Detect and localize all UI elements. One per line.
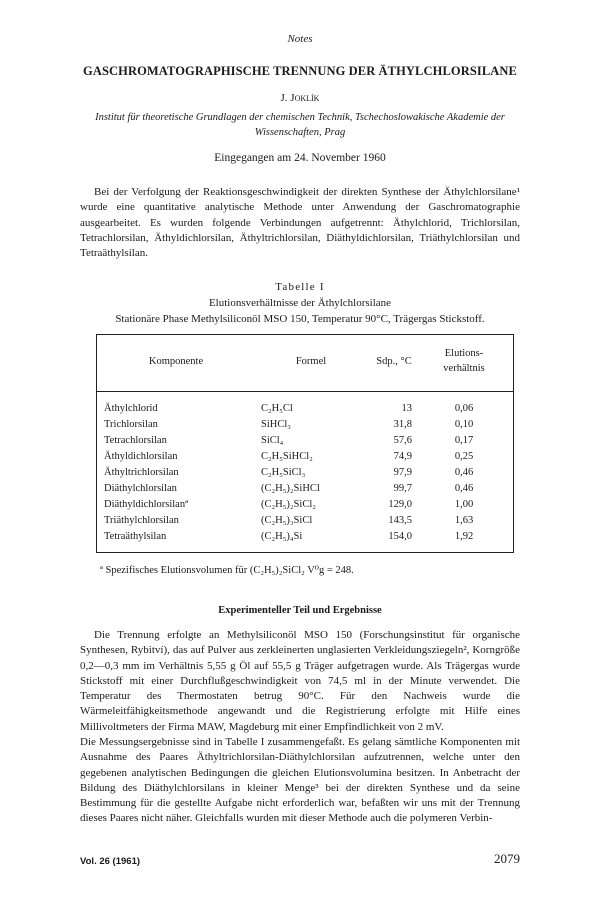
table-row [96,499,514,514]
section-heading: Experimenteller Teil und Ergebnisse [218,605,382,616]
header-ratio-line2: verhältnis [443,363,485,374]
cell-bp: 143,5 [388,515,412,526]
author [0,92,600,104]
cell-bp: 31,8 [393,419,412,430]
table-subtitle: Stationäre Phase Methylsiliconöl MSO 150, Temperatur 90°C, Trägergas Stickstoff. [115,313,485,325]
cell-bp: 154,0 [388,531,412,542]
table-label: Tabelle I [275,281,325,293]
cell-bp: 97,9 [393,467,412,478]
article-title: GASCHROMATOGRAPHISCHE TRENNUNG DER ÄTHYLCHLORSILANE [83,64,517,78]
header-bp: Sdp., °C [376,356,412,367]
cell-component: Diäthylchlorsilan [104,483,177,494]
table-row [96,435,514,450]
cell-bp: 57,6 [393,435,412,446]
cell-bp: 99,7 [393,483,412,494]
cell-component: Trichlorsilan [104,419,158,430]
running-header: Notes [287,33,313,45]
table-row [96,483,514,498]
page-number: 2079 [494,851,520,866]
table-row [96,451,514,466]
data-table [96,334,514,553]
cell-component: Diäthyldichlorsilanª [104,499,188,510]
table-row [96,515,514,530]
table-row [96,531,514,546]
cell-ratio: 1,92 [454,531,474,542]
cell-ratio: 0,46 [454,483,474,494]
cell-component: Triäthylchlorsilan [104,515,179,526]
table-row [96,467,514,482]
cell-component: Tetraäthylsilan [104,531,167,542]
author-name: J. Joklík [280,92,320,104]
cell-formula: C₂H₅Cl [261,403,293,414]
cell-formula: (C₂H₅)₄Si [261,531,303,542]
cell-ratio: 0,25 [454,451,474,462]
received-date: Eingegangen am 24. November 1960 [214,152,386,164]
cell-formula: (C₂H₅)₂SiCl₂ [261,499,316,510]
cell-formula: (C₂H₅)₂SiHCl [261,483,320,494]
cell-ratio: 0,46 [454,467,474,478]
table-top-rule [96,334,514,335]
table-bottom-rule [96,552,514,553]
cell-component: Äthyltrichlorsilan [104,467,179,478]
cell-ratio: 0,10 [454,419,474,430]
cell-ratio: 1,00 [454,499,474,510]
cell-bp: 129,0 [388,499,412,510]
cell-bp: 74,9 [393,451,412,462]
cell-component: Tetrachlorsilan [104,435,167,446]
header-ratio-line1: Elutions- [444,348,484,359]
journal-volume: Vol. 26 (1961) [80,856,141,867]
table-row [96,403,514,418]
cell-ratio: 1,63 [454,515,474,526]
table-footnote: ª Spezifisches Elutionsvolumen für (C₂H₅)₂SiCl₂ V⁰g = 248. [100,565,354,576]
cell-formula: C₂H₅SiCl₃ [261,467,306,478]
cell-formula: (C₂H₅)₃SiCl [261,515,313,526]
cell-component: Äthyldichlorsilan [104,451,178,462]
methods-paragraph: Die Trennung erfolgte an Methylsiliconöl MSO 150 (Forschungsinstitut für organische Synthesen, Rybitví), das auf Pulver aus zerkleinerten unglasierten Verkleidungsziegeln², Korngröße 0,2—0,3 mm im Verhältnis 5,55 g Öl auf 55,5 g Träger aufgetragen wurde. Als Trägergas wurde Stickstoff mit einer Durchflußgeschwindigkeit von 74,5 ml in der Minute verwendet. Die Temperatur des Thermostaten betrug 90°C. Für den Nachweis wurde die Wärmeleitfähigkeitsmethode angewandt und die Registrierung erfolgte mit Hilfe eines Millivoltmeters der Firma MAW, Magdeburg mit einer Empfindlichkeit von 2 mV. [80,629,520,733]
table-header-rule [96,391,514,392]
results-paragraph: Die Messungsergebnisse sind in Tabelle I zusammengefaßt. Es gelang sämtliche Komponenten mit Ausnahme des Paares Äthyltrichlorsilan-Diäthylchlorsilan aufzutrennen, welche unter den gegebenen analytischen Bedingungen die gleichen Elutionsvolumina besitzen. In Anbetracht der Bildung des Diäthylchlorsilans in kleiner Menge³ bei der direkten Synthese und da seine Bestimmung für die gestellte Aufgabe nicht erforderlich war, befaßten wir uns mit der Trennung dieses Paares nicht näher. Gleichfalls wurden mit dieser Methode auch die polymeren Verbin- [80,736,520,825]
table-title: Elutionsverhältnisse der Äthylchlorsilane [208,297,392,309]
affiliation: Institut für theoretische Grundlagen der chemischen Technik, Tschechoslowakische Akademie der Wissenschaften, Prag [95,112,505,138]
cell-ratio: 0,06 [454,403,474,414]
cell-formula: SiHCl₃ [261,419,291,430]
header-formula: Formel [295,356,327,367]
header-component: Komponente [148,356,204,367]
table-row [96,419,514,434]
cell-formula: C₂H₅SiHCl₂ [261,451,313,462]
cell-ratio: 0,17 [454,435,474,446]
cell-component: Äthylchlorid [104,403,158,414]
intro-paragraph: Bei der Verfolgung der Reaktionsgeschwindigkeit der direkten Synthese der Äthylchlorsilane¹ wurde eine quantitative analytische Methode unter Anwendung der Gaschromatographie ausgearbeitet. Es wurden folgende Verbindungen aufgetrennt: Äthylchlorid, Trichlorsilan, Tetrachlorsilan, Äthyldichlorsilan, Äthyltrichlorsilan, Diäthyldichlorsilan, Triäthylchlorsilan und Tetraäthylsilan. [80,186,520,260]
cell-formula: SiCl₄ [261,435,284,446]
cell-bp: 13 [401,403,412,414]
